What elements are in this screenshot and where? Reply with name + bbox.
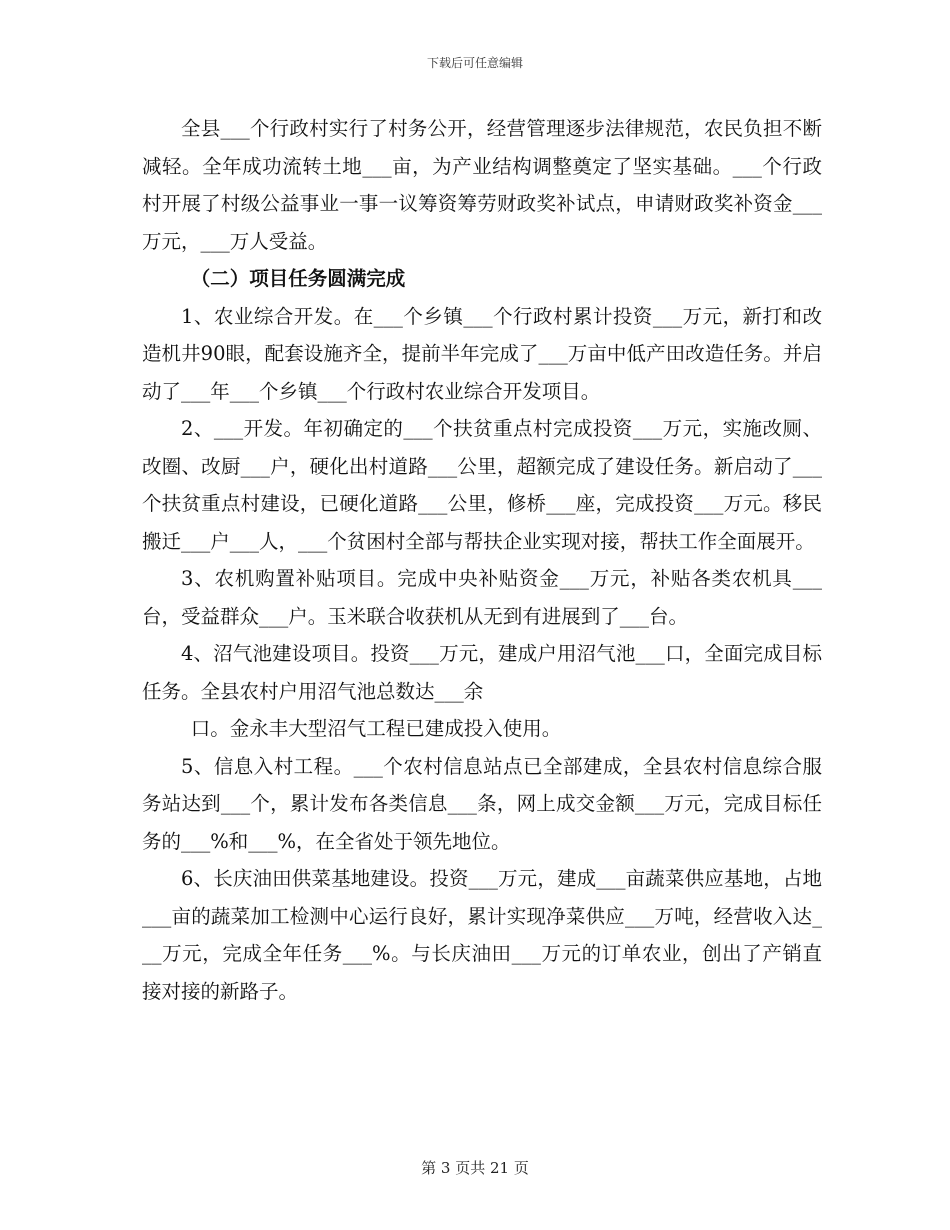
paragraph-agri-development: 1、农业综合开发。在___个乡镇___个行政村累计投资___万元，新打和改造机井90眼，配套设施齐全，提前半年完成了___万亩中低产田改造任务。并启动了___年___个乡镇___个行政村农业综合开发项目。 xyxy=(142,304,822,403)
paragraph-village-affairs: 全县___个行政村实行了村务公开，经营管理逐步法律规范，农民负担不断减轻。全年成功流转土地___亩，为产业结构调整奠定了坚实基础。___个行政村开展了村级公益事业一事一议筹资筹劳财政奖补试点，申请财政奖补资金___万元，___万人受益。 xyxy=(142,117,822,253)
paragraph-poverty-development: 2、___开发。年初确定的___个扶贫重点村完成投资___万元，实施改厕、改圈、改厨___户，硬化出村道路___公里，超额完成了建设任务。新启动了___个扶贫重点村建设，已硬化道路___公里，修桥___座，完成投资___万元。移民搬迁___户___人，___个贫困村全部与帮扶企业实现对接，帮扶工作全面展开。 xyxy=(142,417,822,553)
paragraph-biogas: 4、沼气池建设项目。投资___万元，建成户用沼气池___口，全面完成目标任务。全县农村户用沼气池总数达___余 xyxy=(142,642,822,703)
paragraph-vegetable-base: 6、长庆油田供菜基地建设。投资___万元，建成___亩蔬菜供应基地，占地___亩的蔬菜加工检测中心运行良好，累计实现净菜供应___万吨，经营收入达___万元，完成全年任务___%。与长庆油田___万元的订单农业，创出了产销直接对接的新路子。 xyxy=(142,867,822,1003)
paragraph-info-village: 5、信息入村工程。___个农村信息站点已全部建成，全县农村信息综合服务站达到___个，累计发布各类信息___条，网上成交金额___万元，完成目标任务的___%和___%，在全省处于领先地位。 xyxy=(142,754,822,853)
page-header: 下载后可任意编辑 xyxy=(426,56,523,70)
section-heading: （二）项目任务圆满完成 xyxy=(190,267,406,290)
paragraph-machinery-subsidy: 3、农机购置补贴项目。完成中央补贴资金___万元，补贴各类农机具___台，受益群众___户。玉米联合收获机从无到有进展到了___台。 xyxy=(142,567,822,628)
document-body xyxy=(142,110,822,1010)
page-footer: 第 3 页共 21 页 xyxy=(421,1159,529,1177)
paragraph-biogas-continued: 口。金永丰大型沼气工程已建成投入使用。 xyxy=(190,717,562,740)
